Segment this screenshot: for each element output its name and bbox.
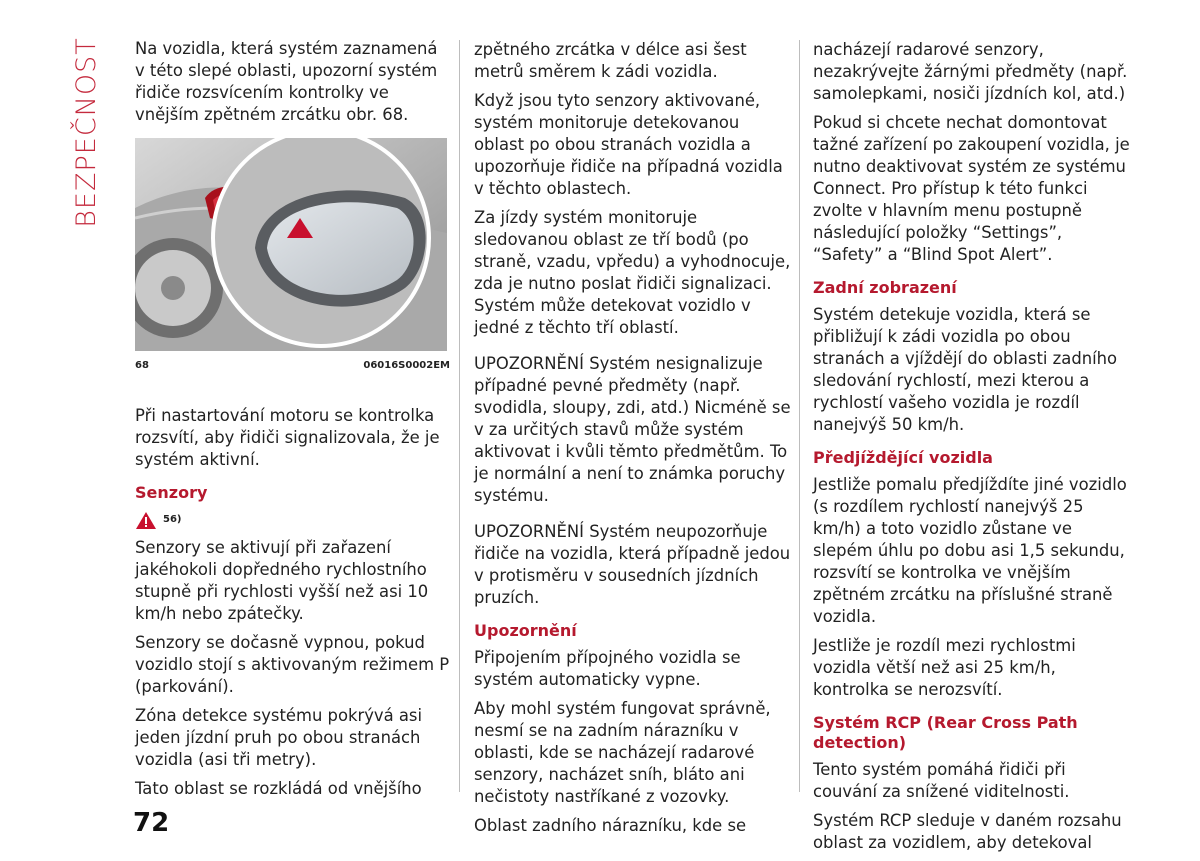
paragraph: Jestliže pomalu předjíždíte jiné vozidlo (s rozdílem rychlostí nanejvýš 25 km/h) a toto vozidlo zůstane ve slepém úhlu po dobu asi 1,5 sekundu, rozsvítí se kontrolka ve vnějším zpětném zrcátku na příslušné straně vozidla. — [813, 475, 1127, 626]
paragraph: Na vozidla, která systém zaznamená v této slepé oblasti, upozorní systém řidiče rozsvícením kontrolky ve vnějším zpětném zrcátku obr. 68. — [135, 39, 438, 124]
paragraph: Senzory se aktivují při zařazení jakéhokoli dopředného rychlostního stupně při rychlosti vyšší než asi 10 km/h nebo zpátečky. — [135, 538, 429, 623]
warning-triangle-icon — [135, 511, 157, 530]
paragraph: Aby mohl systém fungovat správně, nesmí se na zadním nárazníku v oblasti, kde se nacházejí radarové senzory, nacházet sníh, bláto ani nečistoty nastříkané z vozovky. — [474, 699, 771, 806]
section-heading-predjizdejici-vozidla: Předjíždějící vozidla — [813, 448, 993, 467]
warning-ref-number: 56) — [163, 514, 182, 525]
column-1 — [135, 38, 450, 807]
column-divider — [799, 40, 800, 792]
section-heading-upozorneni: Upozornění — [474, 621, 577, 640]
paragraph: Oblast zadního nárazníku, kde se — [474, 816, 747, 835]
paragraph: Připojením přípojného vozidla se systém automaticky vypne. — [474, 648, 741, 689]
section-heading-rcp: Systém RCP (Rear Cross Path detection) — [813, 713, 1078, 752]
paragraph: Za jízdy systém monitoruje sledovanou oblast ze tří bodů (po straně, vzadu, vpředu) a vyhodnocuje, zda je nutno poslat řidiči signalizaci. Systém může detekovat vozidlo v jedné z těchto tří oblastí. — [474, 208, 791, 337]
warning-reference — [135, 509, 450, 531]
column-2 — [474, 39, 792, 844]
paragraph: Senzory se dočasně vypnou, pokud vozidlo stojí s aktivovaným režimem P (parkování). — [135, 633, 450, 696]
mirror-illustration — [135, 138, 447, 351]
paragraph: Zóna detekce systému pokrývá asi jeden jízdní pruh po obou stranách vozidla (asi tři metry). — [135, 706, 423, 769]
paragraph: nacházejí radarové senzory, nezakrývejte žárnými předměty (např. samolepkami, nosiči jízdních kol, atd.) — [813, 40, 1128, 103]
paragraph: Systém RCP sleduje v daném rozsahu oblast za vozidlem, aby detekoval — [813, 811, 1122, 852]
paragraph: Při nastartování motoru se kontrolka rozsvítí, aby řidiči signalizovala, že je systém aktivní. — [135, 406, 440, 469]
paragraph: Pokud si chcete nechat domontovat tažné zařízení po zakoupení vozidla, je nutno deaktivovat systém ze systému Connect. Pro přístup k této funkci zvolte v hlavním menu postupně následující položky “Settings”, “Safety” a “Blind Spot Alert”. — [813, 113, 1130, 264]
column-3 — [813, 39, 1133, 861]
figure-number: 68 — [135, 360, 149, 371]
page-number: 72 — [133, 808, 170, 838]
note-paragraph: UPOZORNĚNÍ Systém nesignalizuje případné pevné předměty (např. svodidla, sloupy, zdi, atd.) Nicméně se v za určitých stavů může systém aktivovat i kvůli těmto předmětům. To je normální a není to známka poruchy systému. — [474, 354, 791, 505]
paragraph: Systém detekuje vozidla, která se přibližují k zádi vozidla po obou stranách a vjíždějí do oblasti zadního sledování rychlostí, mezi kterou a rychlostí vašeho vozidla je rozdíl nanejvýš 50 km/h. — [813, 305, 1118, 434]
section-heading-senzory: Senzory — [135, 483, 208, 502]
paragraph: Tato oblast se rozkládá od vnějšího — [135, 779, 422, 798]
note-paragraph: UPOZORNĚNÍ Systém neupozorňuje řidiče na vozidla, která případně jedou v protisměru v sousedních jízdních pruzích. — [474, 522, 791, 607]
column-divider — [459, 40, 460, 792]
figure-68-mirror-illustration — [135, 138, 447, 351]
paragraph: zpětného zrcátka v délce asi šest metrů směrem k zádi vozidla. — [474, 40, 747, 81]
figure-code: 06016S0002EM — [363, 360, 450, 371]
section-title: BEZPEČNOST — [70, 36, 102, 228]
paragraph: Tento systém pomáhá řidiči při couvání za snížené viditelnosti. — [813, 760, 1070, 801]
figure-caption — [135, 355, 450, 377]
section-heading-zadni-zobrazeni: Zadní zobrazení — [813, 278, 957, 297]
paragraph: Jestliže je rozdíl mezi rychlostmi vozidla větší než asi 25 km/h, kontrolka se nerozsvítí. — [813, 636, 1076, 699]
paragraph: Když jsou tyto senzory aktivované, systém monitoruje detekovanou oblast po obou stranách vozidla a upozorňuje řidiče na případná vozidla v těchto oblastech. — [474, 91, 783, 198]
section-side-label — [62, 36, 110, 228]
